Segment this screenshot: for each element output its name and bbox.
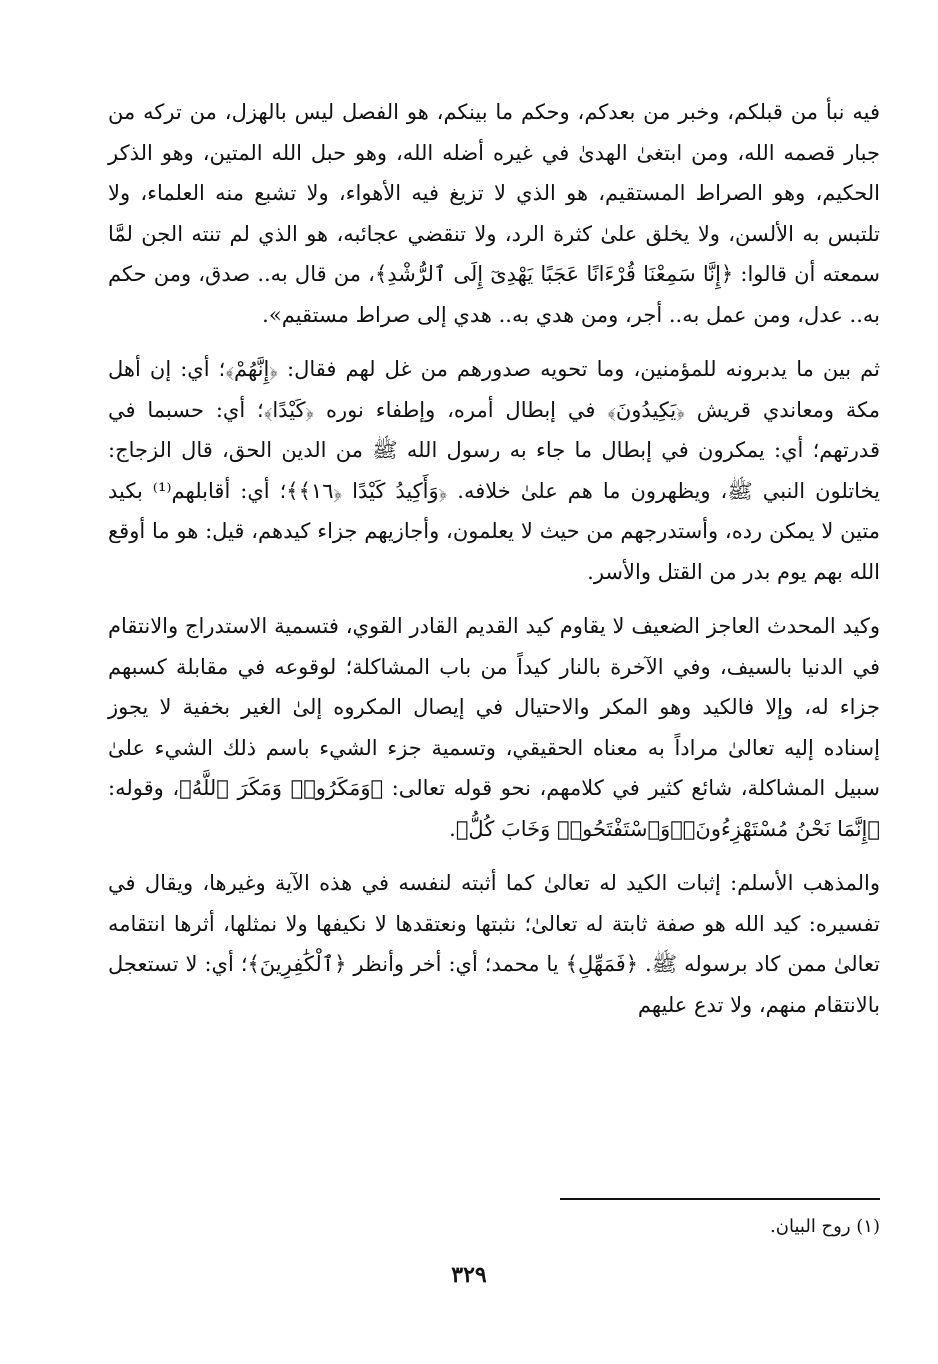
page-number: ٣٢٩ — [451, 1262, 487, 1288]
paragraph-3: وكيد المحدث العاجز الضعيف لا يقاوم كيد القديم القادر القوي، فتسمية الاستدراج والانتقام في الدنيا بالسيف، وفي الآخرة بالنار كيداً من باب المشاكلة؛ لوقوعه في مقابلة كسبهم جزاء له، وإلا فالكيد وهو المكر والاحتيال في إيصال المكروه إلىٰ الغير بخفية لا يجوز إسناده إليه تعالىٰ مراداً به معناه الحقيقي، وتسمية جزء الشيء باسم ذلك الشيء علىٰ سبيل المشاكلة، شائع كثير في كلامهم، نحو قوله تعالى: ﴿وَمَكَرُوا۟ وَمَكَرَ ٱللَّهُ﴾، وقوله: ﴿إِنَّمَا نَحْنُ مُسْتَهْزِءُونَ﴾﴿وَٱسْتَفْتَحُوا۟ وَخَابَ كُلُّ﴾. — [108, 614, 880, 841]
paragraph-1: فيه نبأ من قبلكم، وخبر من بعدكم، وحكم ما بينكم، هو الفصل ليس بالهزل، من تركه من جبار قصمه الله، ومن ابتغىٰ الهدىٰ في غيره أضله الله، وهو حبل الله المتين، وهو الذكر الحكيم، وهو الصراط المستقيم، هو الذي لا تزيغ فيه الأهواء، ولا تشبع منه العلماء، ولا تلتبس به الألسن، ولا يخلق علىٰ كثرة الرد، ولا تنقضي عجائبه، هو الذي لم تنته الجن لمَّا سمعته أن قالوا: ﴿إِنَّا سَمِعْنَا قُرْءَانًا عَجَبًا يَهْدِىٓ إِلَى ٱلرُّشْدِ﴾، من قال به.. صدق، ومن حكم به.. عدل، ومن عمل به.. أجر، ومن هدي به.. هدي إلى صراط مستقيم». — [108, 100, 880, 327]
page-body — [108, 92, 880, 1025]
paragraph-2: ثم بين ما يدبرونه للمؤمنين، وما تحويه صدورهم من غل لهم فقال: ﴿إِنَّهُمْ﴾؛ أي: إن أهل مكة ومعاندي قريش ﴿يَكِيدُونَ﴾ في إبطال أمره، وإطفاء نوره ﴿كَيْدًا﴾؛ أي: حسبما في قدرتهم؛ أي: يمكرون في إبطال ما جاء به رسول الله ﷺ من الدين الحق، قال الزجاج: يخاتلون النبي ﷺ، ويظهرون ما هم علىٰ خلافه. ﴿وَأَكِيدُ كَيْدًا ﴿١٦﴾﴾؛ أي: أقابلهم⁽¹⁾ بكيد متين لا يمكن رده، وأستدرجهم من حيث لا يعلمون، وأجازيهم جزاء كيدهم، قيل: هو ما أوقع الله بهم يوم بدر من القتل والأسر. — [108, 357, 880, 584]
footnote-divider — [560, 1198, 880, 1200]
paragraph-4: والمذهب الأسلم: إثبات الكيد له تعالىٰ كما أثبته لنفسه في هذه الآية وغيرها، ويقال في تفسيره: كيد الله هو صفة ثابتة له تعالىٰ؛ نثبتها ونعتقدها لا نكيفها ولا نمثلها، أثرها انتقامه تعالىٰ ممن كاد برسوله ﷺ. ﴿فَمَهِّلِ﴾ يا محمد؛ أي: أخر وأنظر ﴿ٱلْكَٰفِرِينَ﴾؛ أي: لا تستعجل بالانتقام منهم، ولا تدع عليهم — [108, 871, 880, 1017]
footnote: (١) روح البيان. — [770, 1216, 880, 1237]
